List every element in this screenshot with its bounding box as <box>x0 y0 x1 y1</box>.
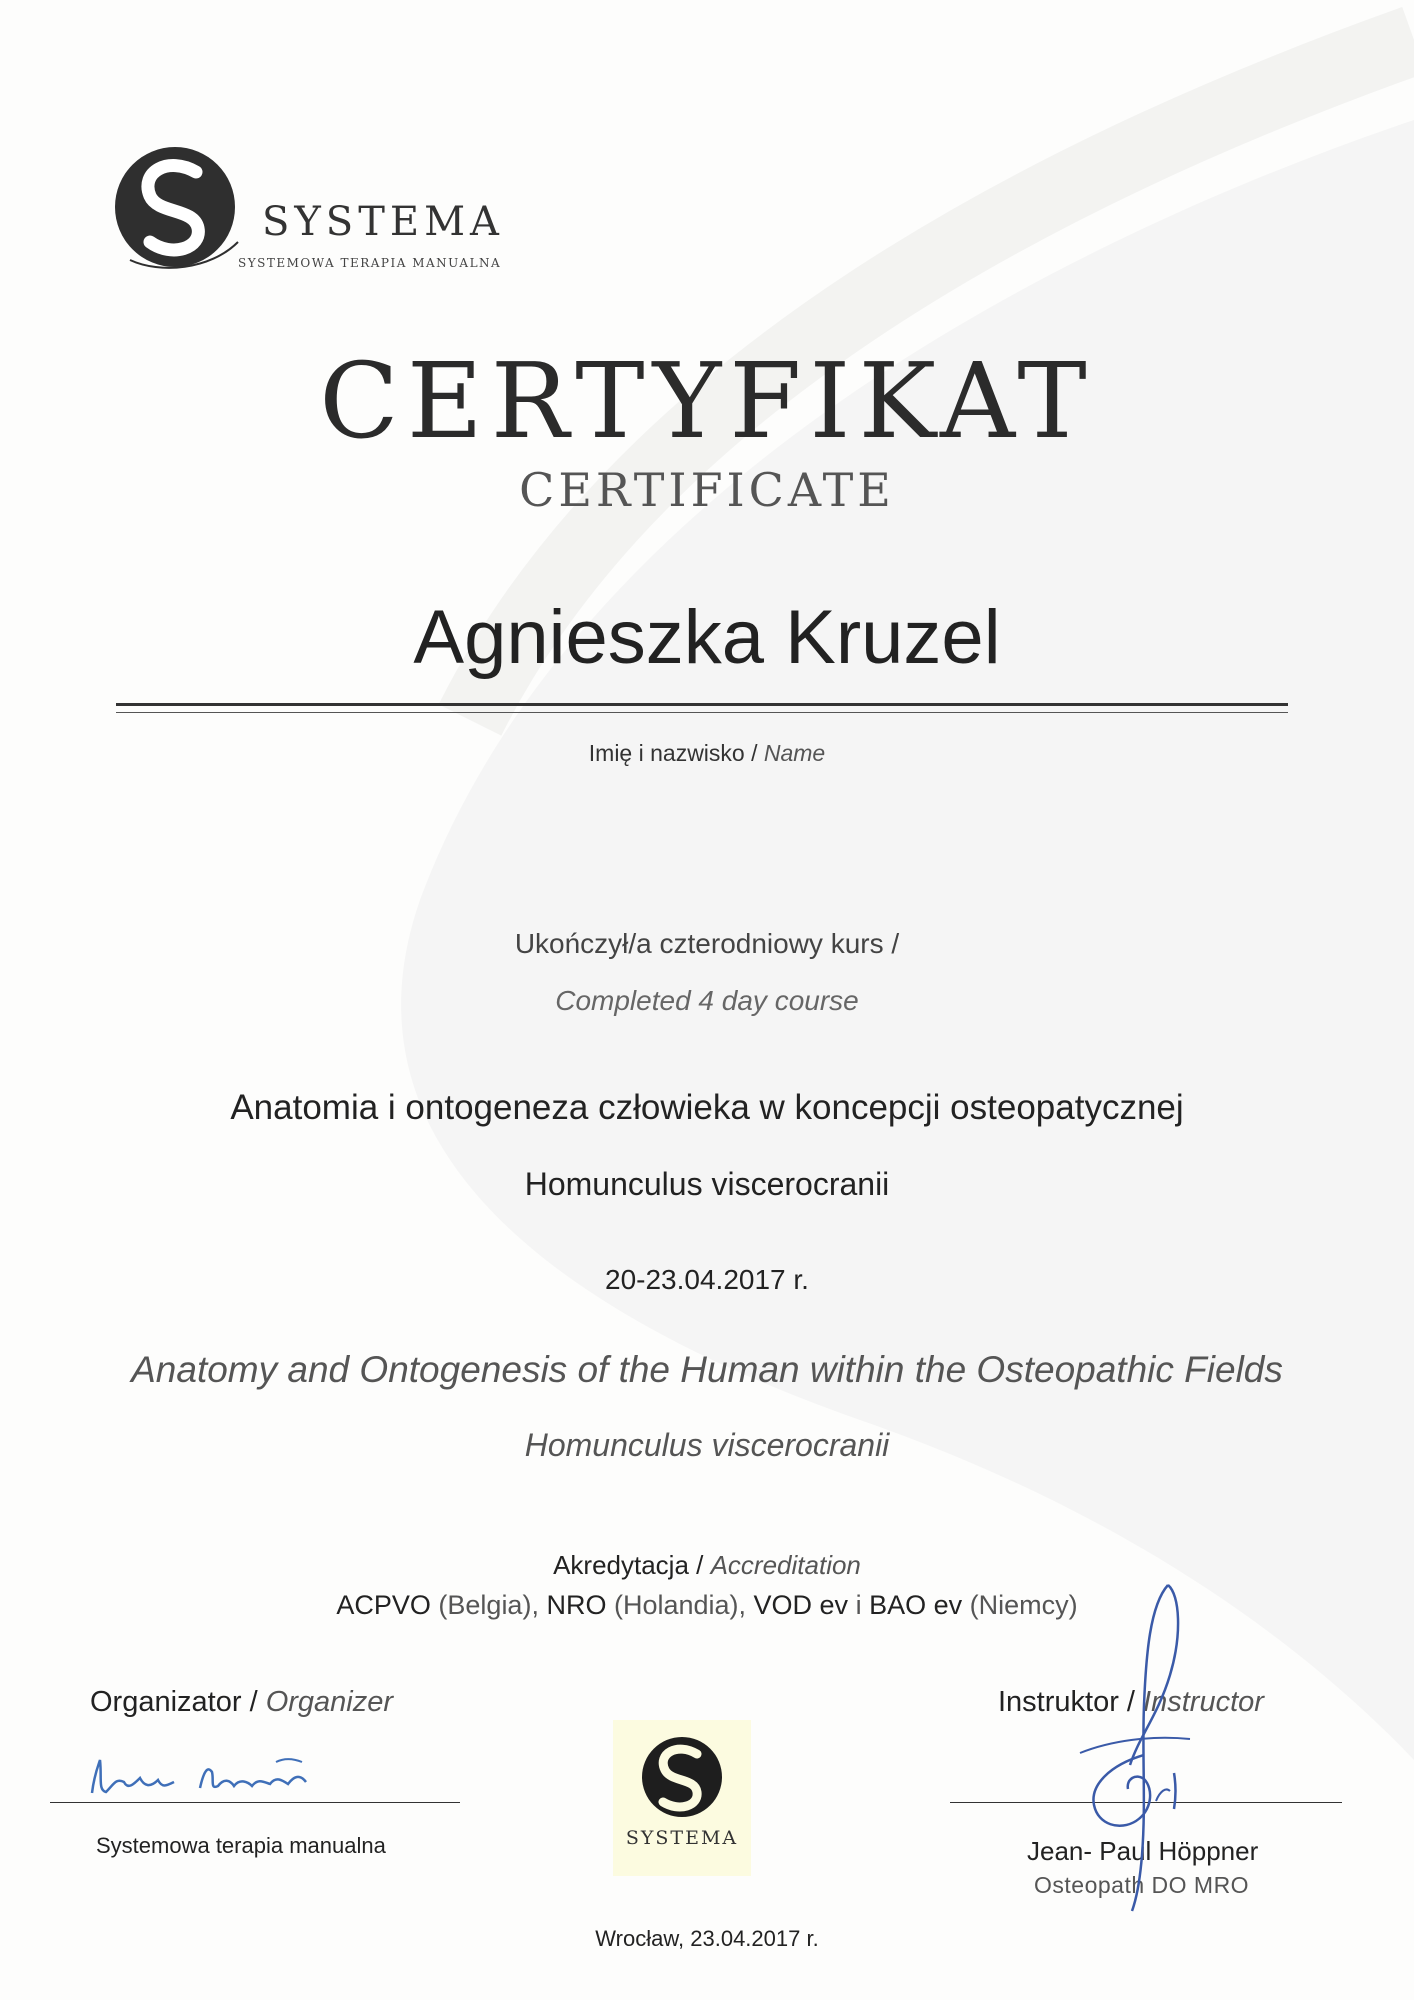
organizer-label-pl: Organizator / <box>90 1686 266 1718</box>
organizer-signature <box>80 1738 360 1808</box>
instructor-name: Jean- Paul Höppner <box>1027 1836 1259 1866</box>
certificate-subtitle: CERTIFICATE <box>519 463 895 517</box>
accreditation-country: (Holandia), <box>606 1590 754 1620</box>
organizer-label-en: Organizer <box>265 1686 394 1718</box>
accreditation-org: ACPVO <box>336 1590 431 1620</box>
organizer-label <box>90 1686 393 1719</box>
course-dates: 20-23.04.2017 r. <box>605 1264 809 1295</box>
instructor-title: Osteopath DO MRO <box>1034 1872 1250 1898</box>
course-title-en: Anatomy and Ontogenesis of the Human within the Osteopathic Fields <box>131 1349 1283 1390</box>
brand-name: SYSTEMA <box>262 199 504 245</box>
course-subtitle-en: Homunculus viscerocranii <box>524 1427 890 1463</box>
accreditation-country: i <box>848 1590 870 1620</box>
accreditation-label-en: Accreditation <box>710 1550 861 1580</box>
systema-s-emblem-icon <box>110 142 240 272</box>
name-label-pl: Imię i nazwisko / <box>588 740 764 766</box>
systema-s-emblem-icon <box>635 1730 729 1824</box>
instructor-label-en: Instructor <box>1143 1686 1264 1718</box>
systema-logo <box>110 142 550 282</box>
completed-text-pl: Ukończył/a czterodniowy kurs / <box>514 928 900 959</box>
place-and-date: Wrocław, 23.04.2017 r. <box>595 1926 819 1951</box>
accreditation-label-pl: Akredytacja / <box>553 1550 711 1580</box>
name-label <box>0 740 1414 767</box>
recipient-name: Agnieszka Kruzel <box>413 595 1001 680</box>
systema-stamp <box>613 1720 751 1876</box>
certificate-title: CERTYFIKAT <box>319 340 1095 462</box>
instructor-signature <box>1070 1575 1230 1915</box>
name-label-en: Name <box>763 740 826 766</box>
instructor-label-pl: Instruktor / <box>998 1686 1144 1718</box>
organizer-signature-line <box>50 1802 460 1803</box>
accreditation-country: (Niemcy) <box>962 1590 1078 1620</box>
stamp-text: SYSTEMA <box>625 1827 739 1849</box>
accreditation-org: BAO ev <box>869 1590 963 1620</box>
course-subtitle-pl: Homunculus viscerocranii <box>524 1166 890 1202</box>
brand-tagline: SYSTEMOWA TERAPIA MANUALNA <box>238 256 502 270</box>
accreditation-org: NRO <box>546 1590 607 1620</box>
accreditation-org: VOD ev <box>753 1590 849 1620</box>
accreditation-country: (Belgia), <box>430 1590 547 1620</box>
course-title-pl: Anatomia i ontogeneza człowieka w koncepcji osteopatycznej <box>230 1088 1184 1127</box>
name-underline <box>116 703 1288 713</box>
completed-text-en: Completed 4 day course <box>555 985 859 1016</box>
organizer-name: Systemowa terapia manualna <box>96 1833 386 1858</box>
